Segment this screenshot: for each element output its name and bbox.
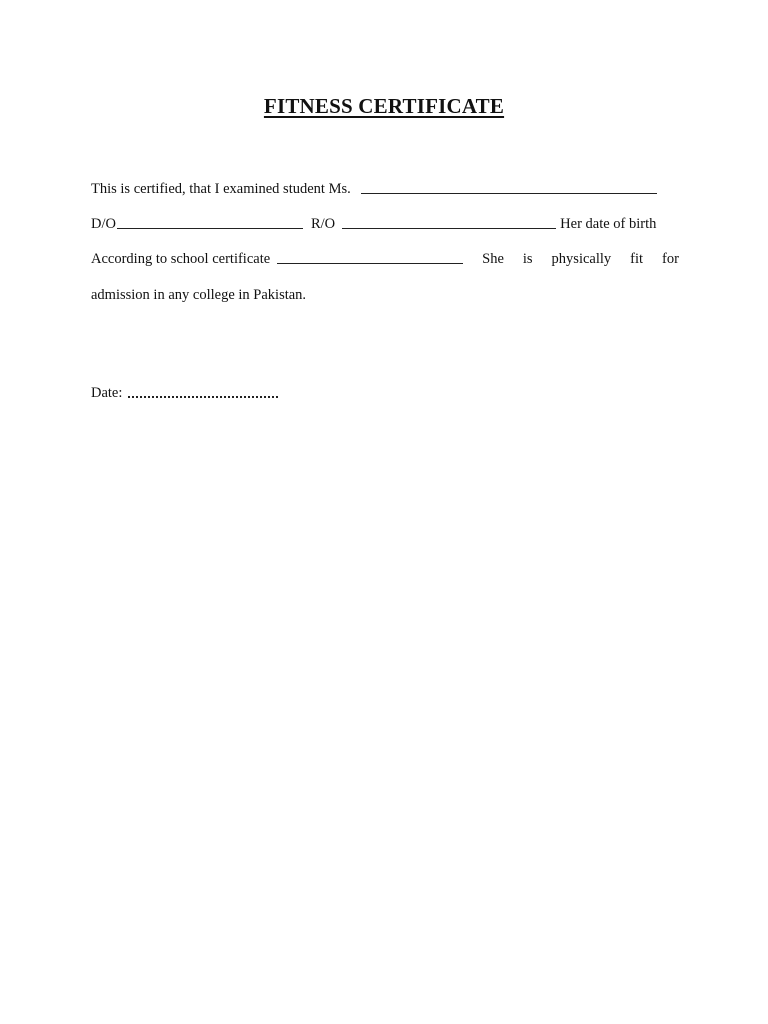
line3-text: According to school certificate	[91, 251, 271, 267]
birth-label: Her date of birth	[560, 216, 657, 232]
certificate-line-2	[91, 216, 679, 233]
date-label: Date:	[91, 385, 123, 401]
line4-text: admission in any college in Pakistan.	[91, 287, 307, 303]
ro-label: R/O	[310, 216, 336, 232]
line1-text: This is certified, that I examined student Ms.	[91, 181, 351, 197]
father-name-blank[interactable]	[117, 227, 303, 229]
residence-blank[interactable]	[342, 227, 556, 229]
word-is: is	[522, 251, 533, 267]
word-fit: fit	[630, 251, 644, 267]
certificate-line-3	[91, 251, 679, 268]
word-she: She	[482, 251, 504, 267]
do-label: D/O	[91, 216, 116, 232]
date-of-birth-blank[interactable]	[277, 262, 463, 264]
school-certificate-group	[91, 251, 463, 268]
date-blank[interactable]	[128, 395, 278, 398]
certificate-line-1	[91, 181, 679, 198]
word-for: for	[662, 251, 679, 267]
word-physically: physically	[551, 251, 612, 267]
date-line	[91, 385, 679, 402]
certificate-line-4	[91, 287, 679, 304]
student-name-blank[interactable]	[361, 192, 657, 194]
page-title: FITNESS CERTIFICATE	[263, 94, 505, 118]
